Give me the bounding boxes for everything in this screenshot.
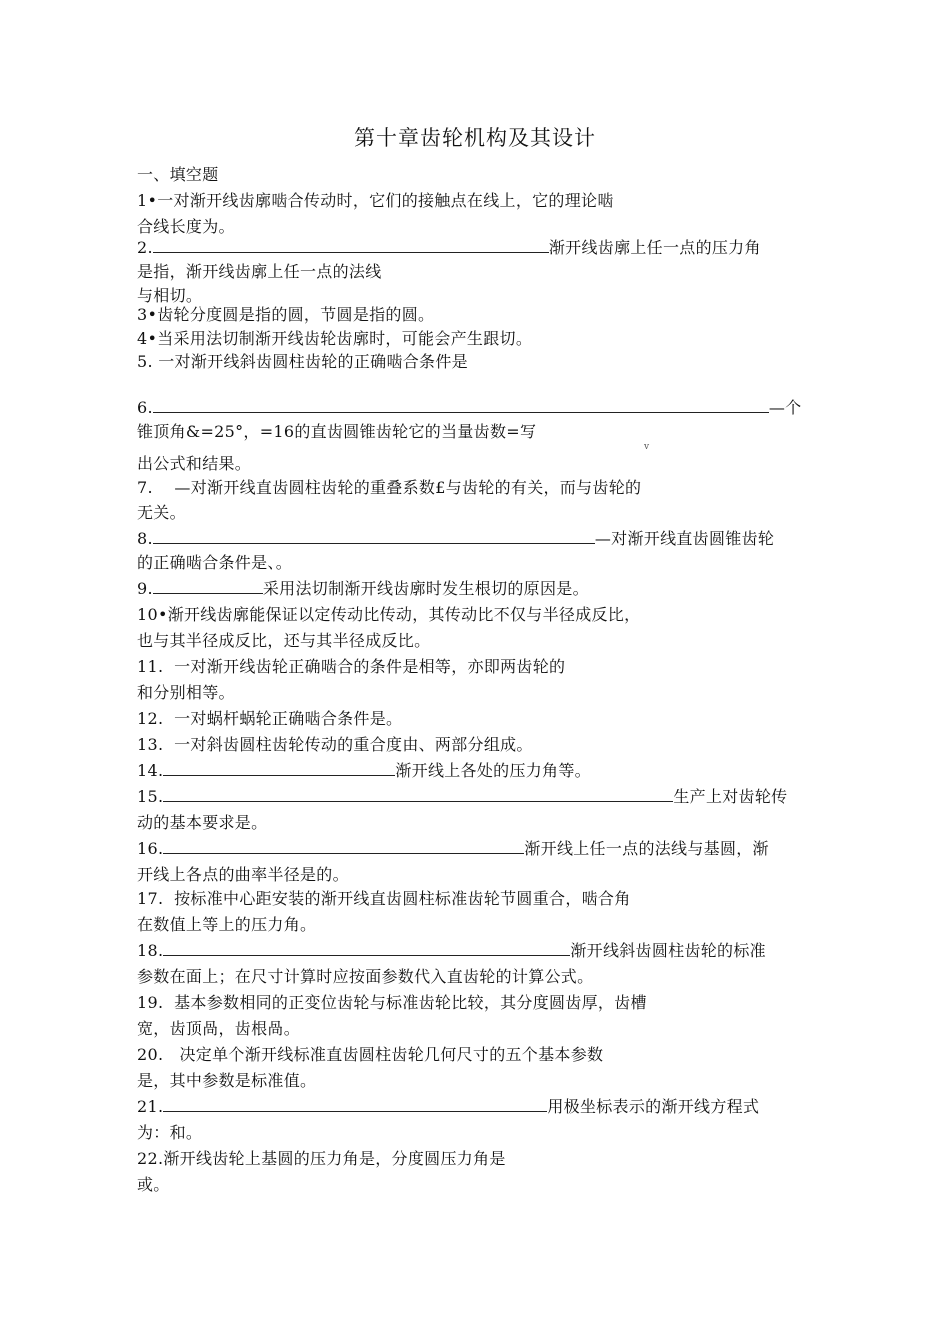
- question-text: 用极坐标表示的渐开线方程式: [547, 1097, 760, 1116]
- question-2-line-1: [137, 238, 761, 258]
- question-text: 生产上对齿轮传: [673, 787, 788, 806]
- question-11-line-2: 和分别相等。: [137, 683, 235, 702]
- question-19-line-1: 19. 基本参数相同的正变位齿轮与标准齿轮比较，其分度圆齿厚，齿槽: [137, 993, 647, 1012]
- answer-blank: [163, 1097, 547, 1112]
- question-18-line-1: [137, 941, 766, 961]
- question-22-line-1: 22.渐开线齿轮上基圆的压力角是，分度圆压力角是: [137, 1149, 506, 1168]
- question-12: 12. 一对蜗杆蜗轮正确啮合条件是。: [137, 709, 403, 728]
- question-text: 渐开线斜齿圆柱齿轮的标准: [570, 941, 766, 960]
- question-1-line-1: 1•一对渐开线齿廓啮合传动时，它们的接触点在线上，它的理论啮: [137, 191, 614, 210]
- question-17-line-1: 17. 按标准中心距安装的渐开线直齿圆柱标准齿轮节圆重合，啮合角: [137, 889, 631, 908]
- answer-blank: [163, 941, 570, 956]
- answer-blank: [153, 579, 263, 594]
- question-3: 3•齿轮分度圆是指的圆，节圆是指的圆。: [137, 305, 435, 324]
- question-15-line-2: 动的基本要求是。: [137, 813, 268, 832]
- stray-mark: v: [644, 442, 650, 452]
- question-5: 5. 一对渐开线斜齿圆柱齿轮的正确啮合条件是: [137, 352, 468, 371]
- page-title: 第十章齿轮机构及其设计: [354, 126, 596, 150]
- question-14: [137, 761, 591, 781]
- question-20-line-1: 20. 决定单个渐开线标准直齿圆柱齿轮几何尺寸的五个基本参数: [137, 1045, 604, 1064]
- question-number: 9.: [137, 579, 153, 598]
- question-text: 渐开线上任一点的法线与基圆，渐: [524, 839, 769, 858]
- question-8-line-2: 的正确啮合条件是、。: [137, 553, 293, 572]
- question-1-line-2: 合线长度为。: [137, 217, 235, 236]
- question-8-line-1: [137, 529, 774, 549]
- question-6-line-2: 锥顶角&=25°，=16的直齿圆锥齿轮它的当量齿数=写: [137, 422, 537, 441]
- question-text: 渐开线上各处的压力角等。: [395, 761, 591, 780]
- question-text: —个: [768, 398, 802, 417]
- question-6-line-1: [137, 398, 801, 418]
- answer-blank: [163, 787, 673, 802]
- question-20-line-2: 是，其中参数是标准值。: [137, 1071, 317, 1090]
- question-2-line-3: 与相切。: [137, 286, 203, 305]
- question-7-line-2: 无关。: [137, 503, 186, 522]
- question-number: 6.: [137, 398, 153, 417]
- question-text: —对渐开线直齿圆锥齿轮: [594, 529, 775, 548]
- answer-blank: [153, 398, 769, 413]
- question-number: 14.: [137, 761, 164, 780]
- question-6-line-3: 出公式和结果。: [137, 454, 252, 473]
- question-number: 18.: [137, 941, 164, 960]
- question-number: 15.: [137, 787, 164, 806]
- question-11-line-1: 11. 一对渐开线齿轮正确啮合的条件是相等，亦即两齿轮的: [137, 657, 566, 676]
- question-number: 2.: [137, 238, 153, 257]
- answer-blank: [163, 761, 395, 776]
- question-17-line-2: 在数值上等上的压力角。: [137, 915, 317, 934]
- question-21-line-2: 为：和。: [137, 1123, 203, 1142]
- question-15-line-1: [137, 787, 787, 807]
- question-22-line-2: 或。: [137, 1175, 170, 1194]
- section-heading: 一、填空题: [137, 165, 219, 184]
- question-text: 渐开线齿廓上任一点的压力角: [548, 238, 761, 257]
- question-10-line-1: 10•渐开线齿廓能保证以定传动比传动，其传动比不仅与半径成反比，: [137, 605, 641, 624]
- question-21-line-1: [137, 1097, 759, 1117]
- question-number: 8.: [137, 529, 153, 548]
- answer-blank: [163, 839, 524, 854]
- question-16-line-1: [137, 839, 769, 859]
- question-7-line-1: 7. —对渐开线直齿圆柱齿轮的重叠系数£与齿轮的有关，而与齿轮的: [137, 478, 642, 497]
- question-4: 4•当采用法切制渐开线齿轮齿廓时，可能会产生跟切。: [137, 329, 533, 348]
- question-16-line-2: 开线上各点的曲率半径是的。: [137, 865, 349, 884]
- question-number: 16.: [137, 839, 164, 858]
- question-text: 采用法切制渐开线齿廓时发生根切的原因是。: [262, 579, 589, 598]
- question-9: [137, 579, 589, 599]
- question-number: 21.: [137, 1097, 164, 1116]
- answer-blank: [153, 529, 595, 544]
- question-18-line-2: 参数在面上；在尺寸计算时应按面参数代入直齿轮的计算公式。: [137, 967, 594, 986]
- question-19-line-2: 宽，齿顶咼，齿根咼。: [137, 1019, 301, 1038]
- question-2-line-2: 是指，渐开线齿廓上任一点的法线: [137, 262, 382, 281]
- question-10-line-2: 也与其半径成反比，还与其半径成反比。: [137, 631, 431, 650]
- question-13: 13. 一对斜齿圆柱齿轮传动的重合度由、两部分组成。: [137, 735, 533, 754]
- answer-blank: [153, 238, 549, 253]
